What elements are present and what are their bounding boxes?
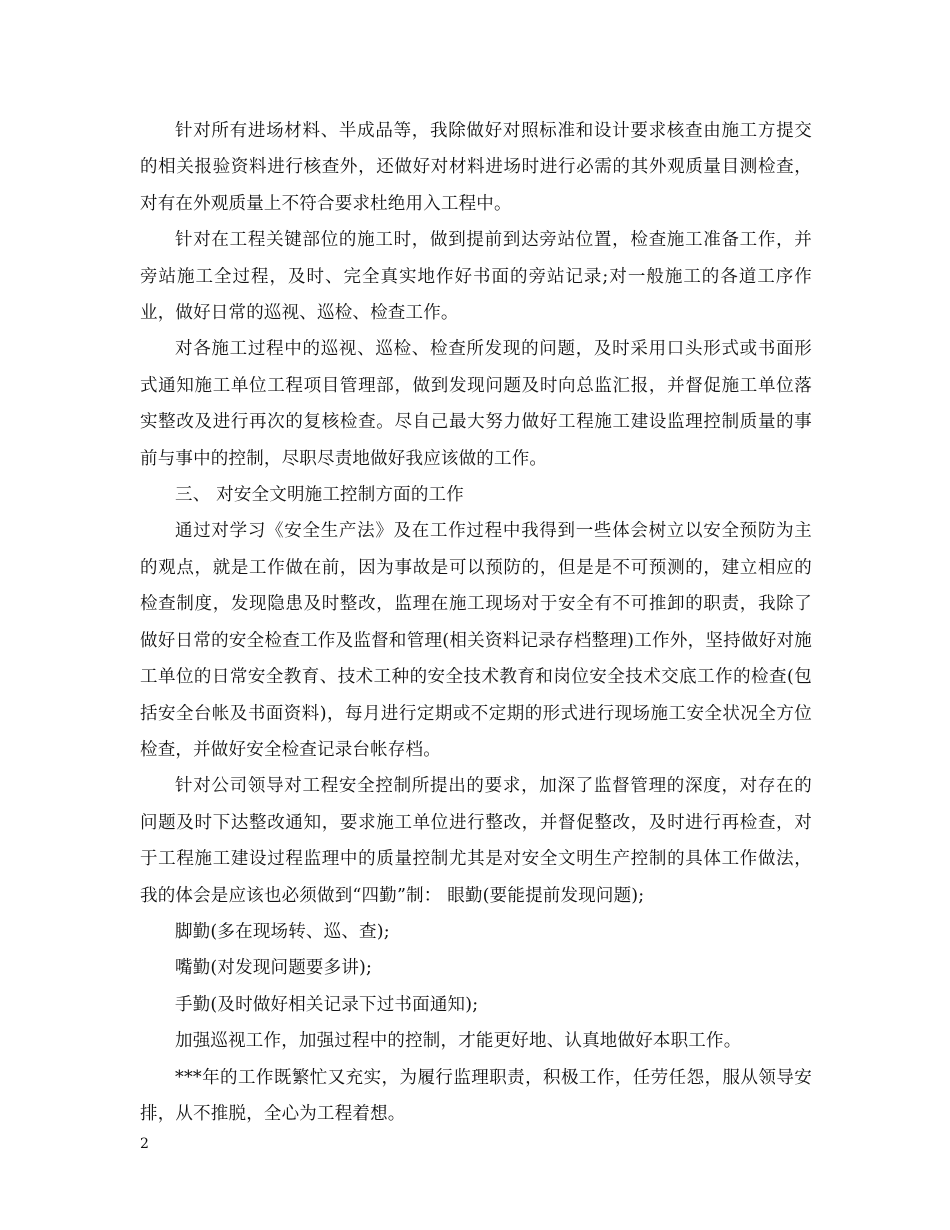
paragraph-strengthen-inspection: 加强巡视工作，加强过程中的控制，才能更好地、认真地做好本职工作。 [175, 1031, 742, 1052]
paragraph-key-site-supervision: 针对在工程关键部位的施工时，做到提前到达旁站位置，检查施工准备工作，并旁站施工全过程，及时、完全真实地作好书面的旁站记录;对一般施工的各道工序作业，做好日常的巡视、巡检、检查工作。 [140, 230, 812, 324]
paragraph-foot-diligence: 脚勤(多在现场转、巡、查); [175, 921, 390, 942]
paragraph-hand-diligence: 手勤(及时做好相关记录下过书面通知); [175, 994, 479, 1015]
paragraph-safety-law: 通过对学习《安全生产法》及在工作过程中我得到一些体会树立以安全预防为主的观点，就是工作做在前，因为事故是可以预防的，但是是不可预测的，建立相应的检查制度，发现隐患及时整改，监理在施工现场对于安全有不可推卸的职责，我除了做好日常的安全检查工作及监督和管理(相关资料记录存档整理)工作外，坚持做好对施工单位的日常安全教育、技术工种的安全技术教育和岗位安全技术交底工作的检查(包括安全台帐及书面资料)，每月进行定期或不定期的形式进行现场施工安全状况全方位检查，并做好安全检查记录台帐存档。 [140, 521, 812, 760]
page-number: 2 [140, 1136, 149, 1152]
paragraph-four-diligences: 针对公司领导对工程安全控制所提出的要求，加深了监督管理的深度，对存在的问题及时下达整改通知，要求施工单位进行整改，并督促整改，及时进行再检查，对于工程施工建设过程监理中的质量控制尤其是对安全文明生产控制的具体工作做法，我的体会是应该也必须做到“四勤”制： 眼勤(要能提前发现问题); [140, 776, 812, 906]
section-heading-safety: 三、 对安全文明施工控制方面的工作 [175, 485, 464, 506]
paragraph-materials-inspection: 针对所有进场材料、半成品等，我除做好对照标准和设计要求核查由施工方提交的相关报验资料进行核查外，还做好对材料进场时进行必需的其外观质量目测检查，对有在外观质量上不符合要求杜绝用入工程中。 [140, 121, 812, 214]
paragraph-problem-reporting: 对各施工过程中的巡视、巡检、检查所发现的问题，及时采用口头形式或书面形式通知施工单位工程项目管理部，做到发现问题及时向总监汇报，并督促施工单位落实整改及进行再次的复核检查。尽自己最大努力做好工程施工建设监理控制质量的事前与事中的控制，尽职尽责地做好我应该做的工作。 [140, 339, 812, 469]
paragraph-mouth-diligence: 嘴勤(对发现问题要多讲); [175, 958, 373, 979]
body-text [140, 113, 812, 1132]
paragraph-year-summary: ***年的工作既繁忙又充实，为履行监理职责，积极工作，任劳任怨，服从领导安排，从不推脱，全心为工程着想。 [140, 1067, 812, 1124]
